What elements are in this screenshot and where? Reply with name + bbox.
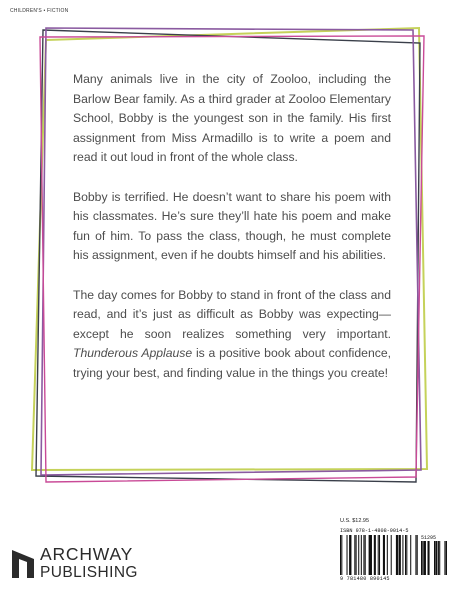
barcode-bar [446,541,447,575]
archway-logo-icon [12,548,34,578]
barcode-bar [341,535,342,575]
barcode-bar [406,535,407,575]
publisher-logo-block [12,546,138,580]
barcode-bar [340,535,341,575]
barcode-bar [396,535,398,575]
price-barcode-group [421,535,447,575]
barcode-bar [347,535,348,575]
barcode-bar [350,535,351,575]
book-title: Thunderous Applause [73,346,193,361]
barcode-bar [370,535,372,575]
barcode-digits: 9 781480 890145 [340,576,390,582]
barcode-bar [428,541,430,575]
barcode-bar [383,535,385,575]
publisher-line-1: ARCHWAY [40,544,134,564]
barcode-bar [435,541,437,575]
blurb-paragraph-3-before: The day comes for Bobby to stand in front of the class and read, and it’s just as difficult as Bobby was expecting—except he soon realizes something very important. [73,287,391,341]
barcode-bar [425,541,426,575]
barcode-bar [374,535,376,575]
barcode-bar [444,541,445,575]
barcode-bar [354,535,355,575]
barcode-bar [356,535,357,575]
barcode-bar [361,535,362,575]
barcode-bar [417,535,418,575]
price-code: 51295 [421,535,437,541]
publisher-name [40,546,138,580]
barcode-row [340,535,448,575]
barcode-bar [378,535,379,575]
barcode-bar [410,535,411,575]
publisher-line-2: PUBLISHING [40,563,138,581]
barcode-bar [379,535,380,575]
blurb-paragraph-2: Bobby is terrified. He doesn’t want to share his poem with his classmates. He’s sure they’ll hate his poem and make fun of him. To pass the class, though, he must complete his assignment, even if he doubts himself and his abilities. [73,189,391,263]
blurb-paragraph-3-after: is a positive book about confidence, trying your best, and finding value in the things you create! [73,346,391,380]
barcode-bar [391,535,392,575]
barcode-bar [387,535,388,575]
barcode-bar [434,541,435,575]
barcode-bar [422,541,423,575]
isbn-text: ISBN 978-1-4808-9014-5 [340,528,409,534]
barcode-bar [415,535,416,575]
barcode-bar [402,535,403,575]
barcode-bar [365,535,366,575]
isbn-barcode [340,535,418,575]
category-label: CHILDREN'S • FICTION [10,8,69,14]
barcode-bar [438,541,439,575]
barcode-bar [400,535,401,575]
barcode-block [340,528,448,582]
blurb-paragraph-1: Many animals live in the city of Zooloo, including the Barlow Bear family. As a third grader at Zooloo Elementary School, Bobby is the youngest son in the family. His first assignment from Miss Armadillo is to write a poem and read it out loud in front of the whole class. [73,72,391,165]
price-barcode [421,541,447,575]
blurb-paragraph-3 [73,286,391,384]
barcode-bar [358,535,359,575]
barcode-bar [439,541,440,575]
barcode-bar [421,541,422,575]
price-label: U.S. $12.95 [340,518,370,524]
blurb [73,70,391,403]
barcode-bar [405,535,406,575]
barcode-bar [363,535,364,575]
